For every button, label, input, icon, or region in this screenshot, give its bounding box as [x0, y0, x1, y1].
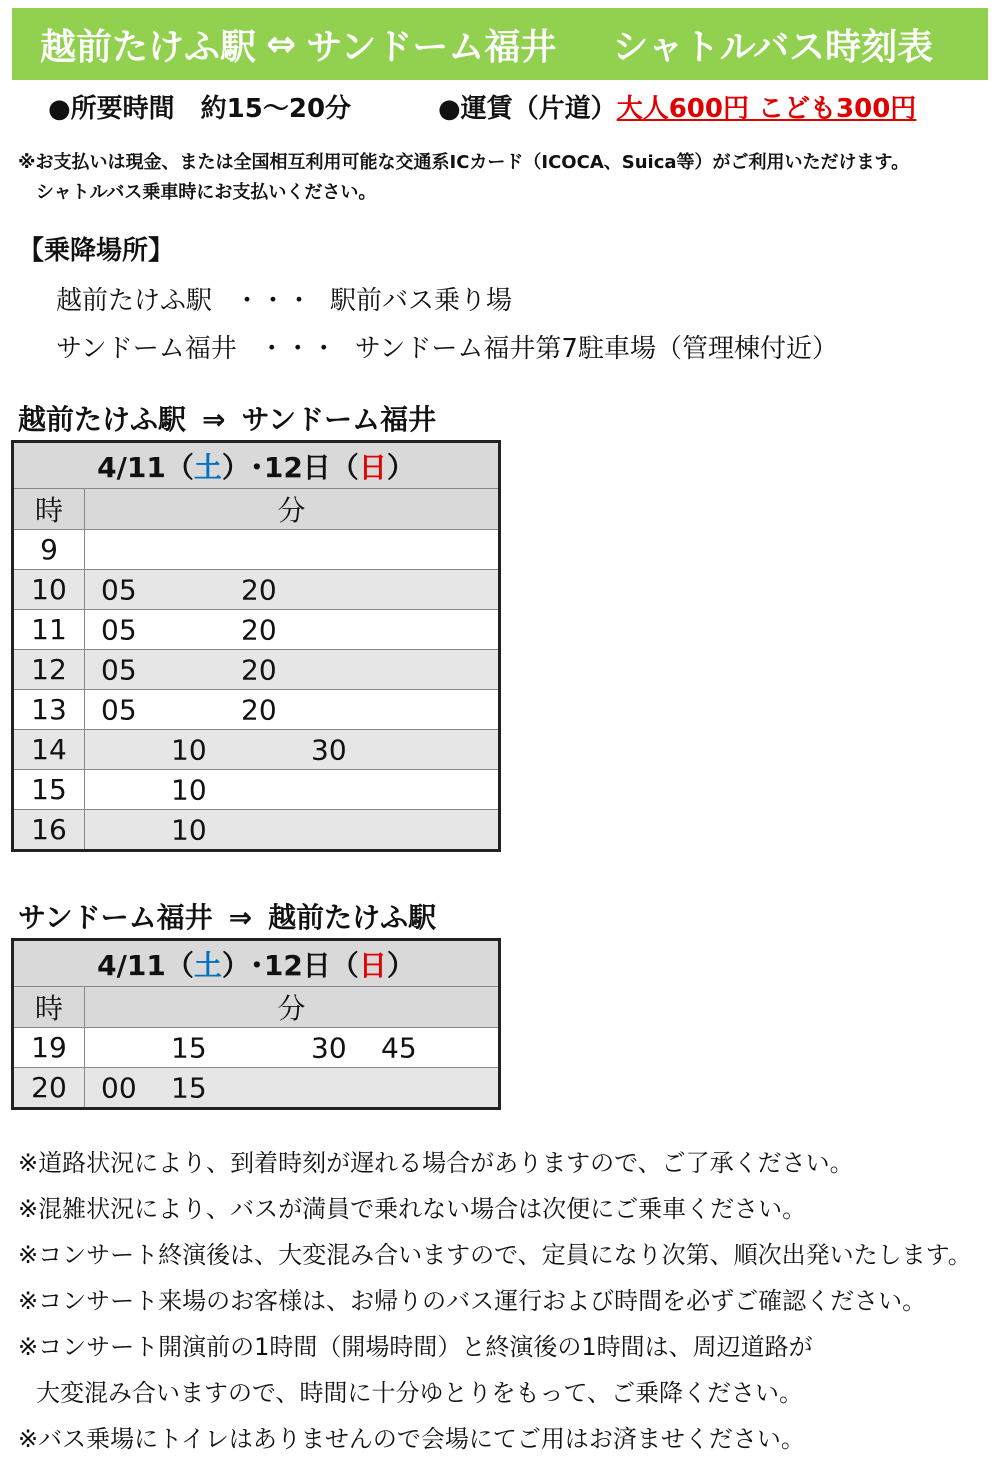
- date-part: 4/11（: [97, 948, 194, 982]
- note-line: 大変混み合いますので、時間に十分ゆとりをもって、ご乗降ください。: [36, 1379, 804, 1407]
- minute-value: 20: [241, 573, 277, 606]
- hour-cell: 16: [13, 810, 85, 851]
- route-to: サンドーム福井: [241, 403, 437, 436]
- minutes-cell: [85, 810, 500, 851]
- table-row: [13, 530, 500, 570]
- stop-dots: ・・・: [234, 286, 313, 316]
- minute-header: 分: [85, 489, 500, 530]
- minutes-cell: [85, 1068, 500, 1109]
- saturday-mark: 土: [193, 948, 222, 982]
- table-row: [13, 1028, 500, 1068]
- table-row: [13, 730, 500, 770]
- date-cell: [13, 442, 500, 489]
- route-from: サンドーム福井: [18, 901, 213, 934]
- hour-cell: 14: [13, 730, 85, 770]
- note-line: ※コンサート来場のお客様は、お帰りのバス運行および時間を必ずご確認ください。: [18, 1287, 927, 1315]
- hour-header: 時: [13, 987, 85, 1028]
- note-line: ※混雑状況により、バスが満員で乗れない場合は次便にご乗車ください。: [18, 1195, 807, 1223]
- stop-station: 越前たけふ駅: [56, 286, 213, 316]
- route-from: 越前たけふ駅: [18, 403, 187, 436]
- hour-header: 時: [13, 489, 85, 530]
- stops-title: 【乗降場所】: [18, 236, 175, 266]
- date-row: [13, 940, 500, 987]
- minutes-cell: [85, 1028, 500, 1068]
- fare-value: 大人600円 こども300円: [616, 94, 917, 124]
- minute-value: 05: [101, 573, 137, 606]
- minute-value: 30: [311, 1031, 347, 1064]
- hour-cell: 15: [13, 770, 85, 810]
- timetable-return: [11, 938, 501, 1110]
- table-row: [13, 810, 500, 851]
- minute-value: 15: [171, 1031, 207, 1064]
- table-row: [13, 610, 500, 650]
- note-line: ※コンサート終演後は、大変混み合いますので、定員になり次第、順次出発いたします。: [18, 1241, 972, 1269]
- minutes-cell: [85, 730, 500, 770]
- date-part: ）･12日（: [221, 450, 359, 484]
- minute-value: 45: [381, 1031, 417, 1064]
- minute-value: 05: [101, 693, 137, 726]
- minutes-cell: [85, 610, 500, 650]
- minute-value: 20: [241, 613, 277, 646]
- note-line: ※バス乗場にトイレはありませんので会場にてご用はお済ませください。: [18, 1425, 805, 1453]
- minutes-cell: [85, 650, 500, 690]
- route-title: [18, 896, 436, 936]
- hour-cell: 9: [13, 530, 85, 570]
- route-arrow: ⇒: [228, 901, 253, 934]
- header-row: [13, 489, 500, 530]
- minute-value: 05: [101, 653, 137, 686]
- minute-value: 10: [171, 733, 207, 766]
- stop-item: [56, 328, 838, 365]
- sunday-mark: 日: [358, 450, 387, 484]
- date-cell: [13, 940, 500, 987]
- stop-place: サンドーム福井第7駐車場（管理棟付近）: [354, 334, 838, 364]
- banner-to: サンドーム福井: [306, 26, 557, 68]
- date-part: ）･12日（: [221, 948, 359, 982]
- info-row: [48, 88, 917, 125]
- minute-value: 05: [101, 613, 137, 646]
- minutes-cell: [85, 770, 500, 810]
- minutes-cell: [85, 570, 500, 610]
- table-row: [13, 690, 500, 730]
- table-row: [13, 1068, 500, 1109]
- hour-cell: 20: [13, 1068, 85, 1109]
- date-row: [13, 442, 500, 489]
- timetable-outbound: [11, 440, 501, 852]
- fare-block: [438, 88, 916, 125]
- date-part: ）: [386, 450, 415, 484]
- note-line: ※コンサート開演前の1時間（開場時間）と終演後の1時間は、周辺道路が: [18, 1333, 813, 1361]
- fare-label: ●運賃（片道）: [438, 94, 617, 124]
- stop-dots: ・・・: [258, 334, 337, 364]
- hour-cell: 19: [13, 1028, 85, 1068]
- minutes-cell: [85, 690, 500, 730]
- payment-note: [18, 148, 909, 208]
- header-row: [13, 987, 500, 1028]
- minute-value: 15: [171, 1071, 207, 1104]
- minutes-cell: [85, 530, 500, 570]
- hour-cell: 13: [13, 690, 85, 730]
- stop-item: [56, 280, 512, 317]
- hour-cell: 10: [13, 570, 85, 610]
- minute-value: 20: [241, 693, 277, 726]
- payment-line: ※お支払いは現金、または全国相互利用可能な交通系ICカード（ICOCA、Suica等）がご利用いただけます。: [18, 152, 910, 173]
- minute-value: 20: [241, 653, 277, 686]
- hour-cell: 11: [13, 610, 85, 650]
- minute-value: 30: [311, 733, 347, 766]
- title-banner: [12, 8, 988, 80]
- date-part: ）: [386, 948, 415, 982]
- minute-value: 00: [101, 1071, 137, 1104]
- notes: [18, 1140, 972, 1462]
- banner-from: 越前たけふ駅: [40, 26, 257, 68]
- table-row: [13, 770, 500, 810]
- route-to: 越前たけふ駅: [268, 901, 437, 934]
- route-title: [18, 398, 436, 438]
- saturday-mark: 土: [193, 450, 222, 484]
- duration-text: ●所要時間 約15～20分: [48, 94, 352, 124]
- route-arrow: ⇒: [202, 403, 226, 436]
- hour-cell: 12: [13, 650, 85, 690]
- minute-value: 10: [171, 813, 207, 846]
- minute-header: 分: [85, 987, 500, 1028]
- banner-separator: ⇔: [266, 23, 297, 65]
- banner-subtitle: シャトルバス時刻表: [612, 26, 934, 68]
- stop-place: 駅前バス乗り場: [330, 286, 513, 316]
- sunday-mark: 日: [358, 948, 387, 982]
- note-line: ※道路状況により、到着時刻が遅れる場合がありますので、ご了承ください。: [18, 1149, 854, 1177]
- payment-line: シャトルバス乗車時にお支払いください。: [18, 182, 377, 203]
- date-part: 4/11（: [97, 450, 194, 484]
- table-row: [13, 570, 500, 610]
- stop-station: サンドーム福井: [56, 334, 237, 364]
- table-row: [13, 650, 500, 690]
- minute-value: 10: [171, 773, 207, 806]
